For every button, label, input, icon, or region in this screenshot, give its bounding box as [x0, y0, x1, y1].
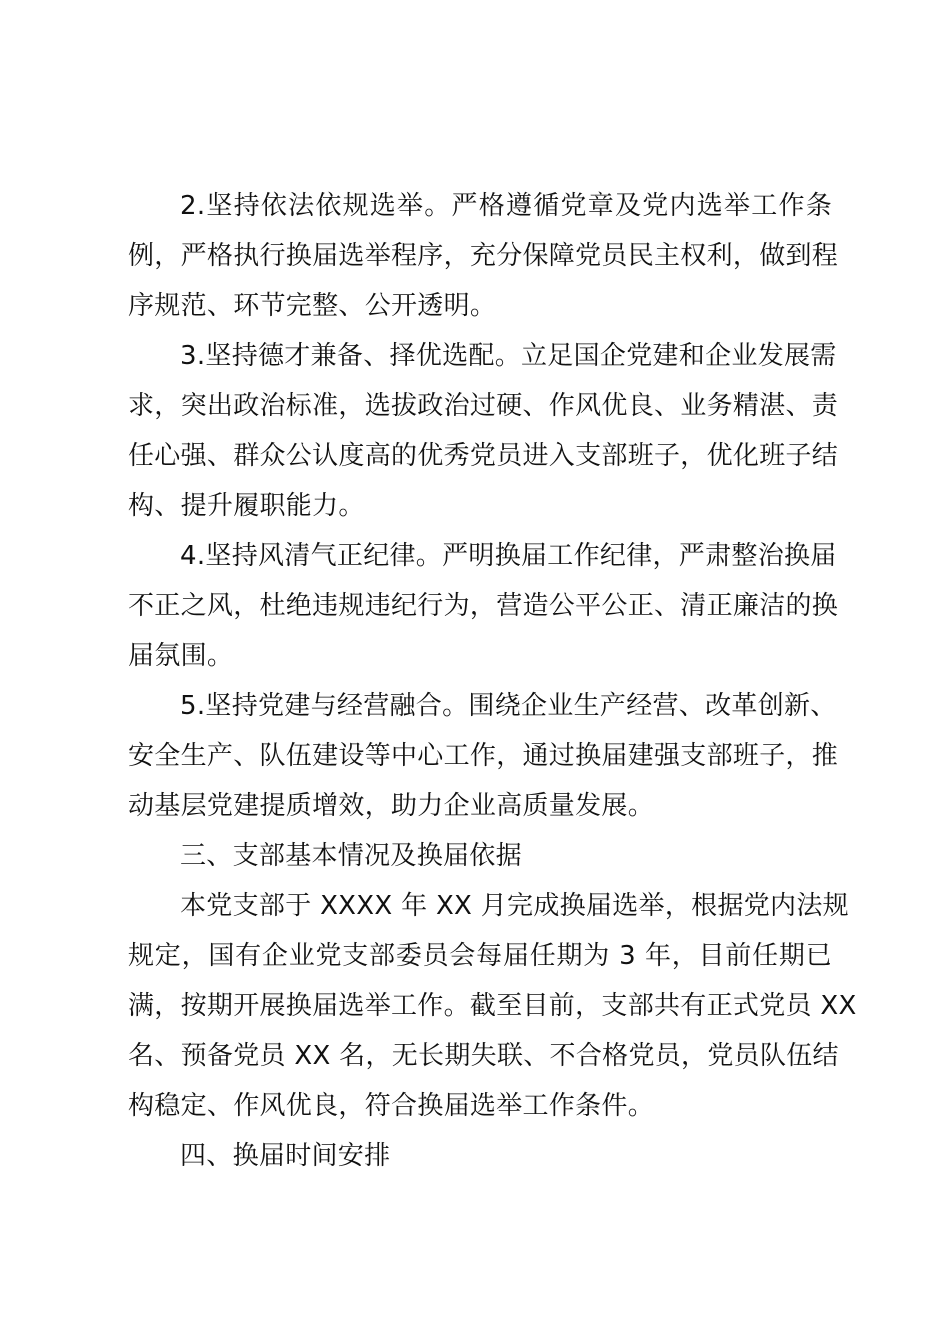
text-line: 任心强、群众公认度高的优秀党员进入支部班子，优化班子结: [128, 441, 839, 471]
paragraph-principle-3: [128, 331, 839, 531]
paragraph-branch-basics: [128, 881, 857, 1131]
text-line: 求，突出政治标准，选拔政治过硬、作风优良、业务精湛、责: [128, 391, 839, 421]
text-line: 不正之风，杜绝违规违纪行为，营造公平公正、清正廉洁的换: [128, 591, 839, 621]
text-line: 序规范、环节完整、公开透明。: [128, 291, 497, 321]
section-heading-3: [128, 831, 832, 881]
text-line: 本党支部于 XXXX 年 XX 月完成换届选举，根据党内法规: [180, 891, 849, 921]
text-line: 5.坚持党建与经营融合。围绕企业生产经营、改革创新、: [180, 691, 837, 721]
section-heading-4: [128, 1131, 832, 1181]
paragraph-principle-5: [128, 681, 839, 831]
document-body: [128, 181, 857, 1181]
text-line: 名、预备党员 XX 名，无长期失联、不合格党员，党员队伍结: [128, 1041, 839, 1071]
text-line: 满，按期开展换届选举工作。截至目前，支部共有正式党员 XX: [128, 991, 857, 1021]
text-line: 规定，国有企业党支部委员会每届任期为 3 年，目前任期已: [128, 941, 832, 971]
text-line: 安全生产、队伍建设等中心工作，通过换届建强支部班子，推: [128, 741, 839, 771]
text-line: 动基层党建提质增效，助力企业高质量发展。: [128, 791, 655, 821]
text-line: 四、换届时间安排: [180, 1141, 391, 1171]
paragraph-principle-4: [128, 531, 839, 681]
text-line: 构稳定、作风优良，符合换届选举工作条件。: [128, 1091, 655, 1121]
text-line: 例，严格执行换届选举程序，充分保障党员民主权利，做到程: [128, 241, 839, 271]
text-line: 届氛围。: [128, 641, 234, 671]
text-line: 构、提升履职能力。: [128, 491, 365, 521]
text-line: 4.坚持风清气正纪律。严明换届工作纪律，严肃整治换届: [180, 541, 837, 571]
text-line: 3.坚持德才兼备、择优选配。立足国企党建和企业发展需: [180, 341, 837, 371]
text-line: 2.坚持依法依规选举。严格遵循党章及党内选举工作条: [180, 191, 832, 221]
paragraph-principle-2: [128, 181, 839, 331]
text-line: 三、支部基本情况及换届依据: [180, 841, 522, 871]
